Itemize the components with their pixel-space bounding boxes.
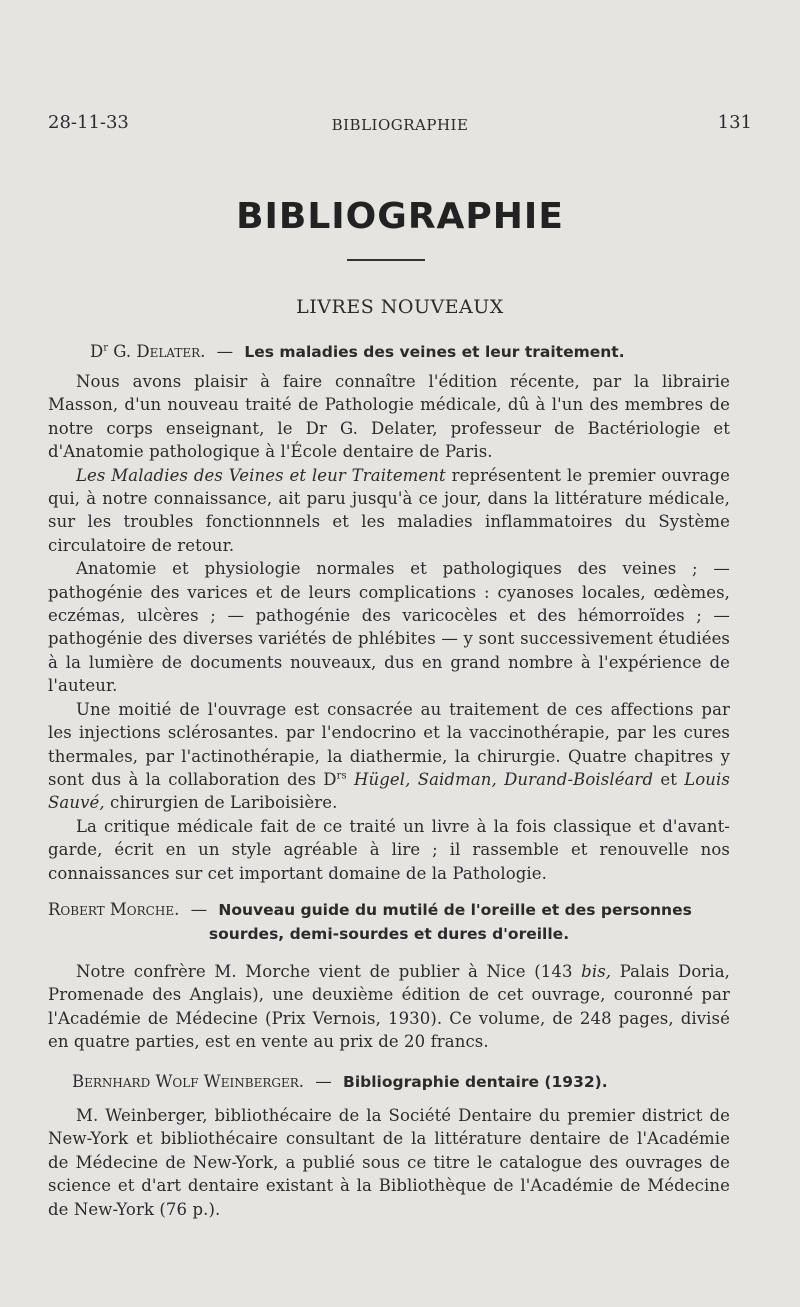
address-italic: bis,	[581, 962, 612, 981]
entry-dash: —	[315, 1072, 332, 1091]
paragraph: La critique médicale fait de ce traité un livre à la fois classique et d'avant-garde, écrit en un style agréable à lire ; il rassemble et renouvelle nos connaissances sur cet important domaine de la Pathologie.	[48, 816, 730, 883]
entry-author: G. Delater.	[113, 342, 206, 361]
section-heading: LIVRES NOUVEAUX	[296, 296, 504, 318]
doctors-sup: rs	[336, 770, 347, 782]
title-rule	[347, 259, 425, 261]
entry-heading	[48, 340, 730, 364]
entry-title-cont: sourdes, demi-sourdes et dures d'oreille.	[208, 925, 570, 943]
entry-author: Bernhard Wolf Weinberger.	[72, 1072, 304, 1091]
bibliography-entry-morche	[48, 898, 730, 1054]
author-prefix-sup: r	[103, 342, 109, 354]
bibliography-entry-weinberger	[48, 1070, 730, 1221]
page-number: 131	[717, 112, 752, 133]
entry-title: Bibliographie dentaire (1932).	[343, 1073, 608, 1091]
entry-heading	[48, 1070, 730, 1094]
page-title: BIBLIOGRAPHIE	[236, 196, 564, 237]
paragraph: Anatomie et physiologie normales et pathologiques des veines ; — pathogénie des varices et de leurs complications : cyanoses locales, œdèmes, eczémas, ulcères ; — pathogénie des varicocèles et des hémorroïdes ; — pathogénie des diverses variétés de phlébites — y sont successivement étudiées à la lumière de documents nouveaux, dus en grand nombre à l'expérience de l'auteur.	[48, 559, 730, 696]
paragraph: M. Weinberger, bibliothécaire de la Société Dentaire du premier district de New-York et bibliothécaire consultant de la littérature dentaire de l'Académie de Médecine de New-York, a publié sous ce titre le catalogue des ouvrages de science et d'art dentaire existant à la Bibliothèque de l'Académie de Médecine de New-York (76 p.).	[48, 1106, 730, 1219]
paragraph-text: Palais Doria, Promenade des Anglais), une deuxième édition de cet ouvrage, couronné par l'Académie de Médecine (Prix Vernois, 1930). Ce volume, de 248 pages, divisé en quatre parties, est en vente au prix de 20 francs.	[48, 962, 730, 1052]
collaborators-italic: Hügel, Saidman, Durand-Boisléard	[346, 769, 654, 789]
paragraph-text: chirurgien de Lariboisière.	[104, 793, 338, 813]
paragraph-text: représentent le premier ouvrage qui, à notre connaissance, ait paru jusqu'à ce jour, dans la littérature médicale, sur les troubles fonctionnnels et les maladies inflammatoires du Système circulatoire de retour.	[48, 465, 730, 555]
author-prefix: D	[90, 342, 104, 361]
entry-author: Robert Morche.	[48, 900, 180, 919]
entry-heading	[48, 898, 730, 946]
paragraph	[48, 464, 730, 558]
entry-title: Les maladies des veines et leur traitement.	[244, 343, 625, 361]
entry-title: Nouveau guide du mutilé de l'oreille et des personnes	[218, 901, 692, 919]
running-title: BIBLIOGRAPHIE	[331, 116, 469, 134]
paragraph-text: et	[653, 769, 685, 789]
book-title-italic: Les Maladies des Veines et leur Traitement	[76, 465, 446, 485]
paragraph	[48, 960, 730, 1054]
collaborator-italic: Louis Sauvé,	[48, 769, 730, 813]
bibliography-entry-delater	[48, 340, 730, 885]
running-head	[48, 112, 752, 142]
paragraph-text: Notre confrère M. Morche vient de publier à Nice (143	[76, 962, 582, 981]
paragraph-text: Une moitié de l'ouvrage est consacrée au traitement de ces affections par les injections sclérosantes. par l'endocrino et la vaccinothérapie, par les cures thermales, par l'actinothérapie, la diathermie, la chirurgie. Quatre chapitres y sont dus à la collaboration des D	[48, 699, 730, 789]
paragraph	[48, 698, 730, 815]
issue-date: 28-11-33	[48, 112, 129, 133]
paragraph: Nous avons plaisir à faire connaître l'édition récente, par la librairie Masson, d'un nouveau traité de Pathologie médicale, dû à l'un des membres de notre corps enseignant, le Dr G. Delater, professeur de Bactériologie et d'Anatomie pathologique à l'École dentaire de Paris.	[48, 372, 730, 462]
entry-dash: —	[190, 900, 208, 919]
entry-dash: —	[216, 342, 234, 361]
